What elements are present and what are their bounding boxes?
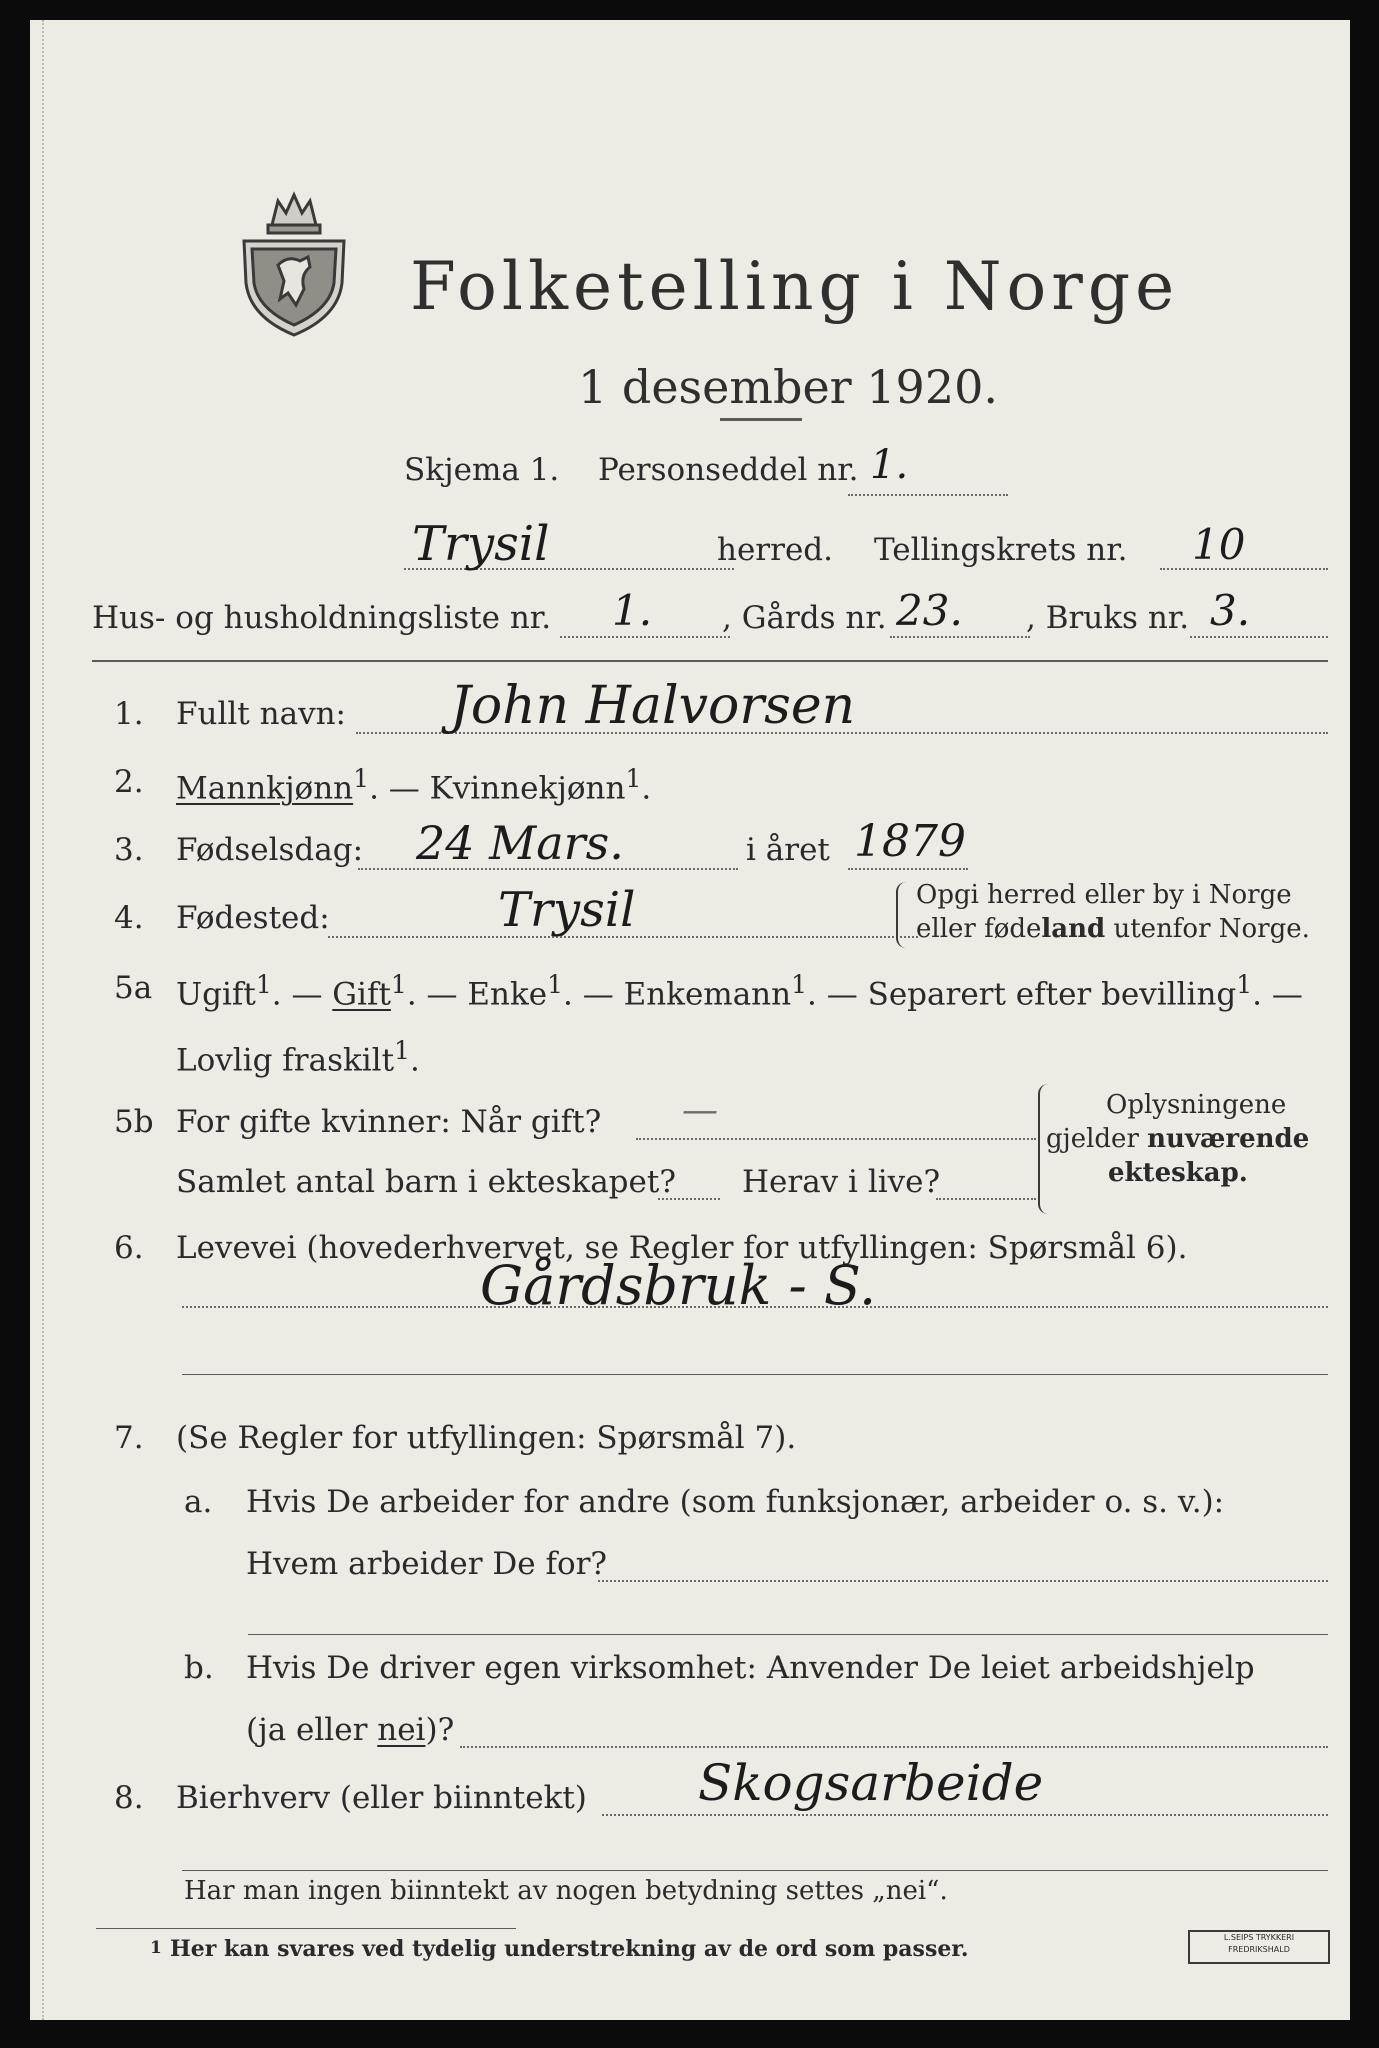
gards-value[interactable]: 23. [896, 586, 963, 635]
occupation-line-2 [182, 1374, 1328, 1375]
q3-number: 3. [114, 832, 144, 868]
married-option[interactable]: Gift [332, 976, 391, 1013]
birthdate-value[interactable]: 24 Mars. [416, 816, 624, 870]
children-alive-line [936, 1198, 1036, 1200]
schema-label: Skjema 1. [404, 452, 560, 488]
hired-help-question: (ja eller nei)? [246, 1712, 455, 1748]
children-alive-label: Herav i live? [742, 1164, 941, 1200]
bruks-label: , Bruks nr. [1026, 600, 1190, 636]
side-income-line [602, 1814, 1328, 1816]
hus-label: Hus- og husholdningsliste nr. [92, 600, 552, 636]
q1-number: 1. [114, 696, 144, 732]
side-income-line-2 [182, 1870, 1328, 1871]
printer-mark: L.SEIPS TRYKKERI FREDRIKSHALD [1188, 1930, 1330, 1964]
herred-value[interactable]: Trysil [412, 516, 550, 572]
male-option[interactable]: Mannkjønn [176, 770, 354, 807]
year-label: i året [746, 832, 830, 868]
divorced-line: Lovlig fraskilt$^1$. [176, 1036, 420, 1079]
gards-label: , Gårds nr. [722, 600, 887, 636]
form-title: Folketelling i Norge [410, 248, 1180, 325]
birthplace-note-brace [896, 882, 906, 948]
q2-number: 2. [114, 764, 144, 800]
header-rule [92, 660, 1328, 662]
q7b-letter: b. [184, 1650, 214, 1686]
herred-label: herred. [717, 532, 833, 568]
hus-value[interactable]: 1. [612, 586, 653, 635]
year-line [848, 868, 968, 870]
bruks-value[interactable]: 3. [1210, 586, 1251, 635]
hus-line [560, 636, 730, 638]
occupation-label: Levevei (hovederhvervet, se Regler for utfyllingen: Spørsmål 6). [176, 1230, 1188, 1266]
birthplace-note-2: eller fødeland utenfor Norge. [916, 914, 1310, 944]
gards-line [890, 636, 1030, 638]
birthplace-label: Fødested: [176, 900, 330, 936]
birthdate-label: Fødselsdag: [176, 832, 364, 868]
birth-year-value[interactable]: 1879 [854, 816, 966, 867]
employer-line[interactable] [598, 1580, 1328, 1582]
marriage-note-1: Oplysningene [1106, 1090, 1287, 1120]
tellingskrets-label: Tellingskrets nr. [874, 532, 1128, 568]
when-married-value[interactable]: — [682, 1090, 718, 1131]
widow-option[interactable]: Enke [467, 976, 548, 1013]
q7-number: 7. [114, 1420, 144, 1456]
separated-option[interactable]: Separert efter bevilling [867, 976, 1237, 1013]
marriage-note-3: ekteskap. [1108, 1158, 1248, 1188]
birthplace-note-1: Opgi herred eller by i Norge [916, 880, 1292, 910]
q7b-text: Hvis De driver egen virksomhet: Anvender De leiet arbeidshjelp [246, 1650, 1255, 1686]
footnote-text: Her kan svares ved tydelig understrekning av de ord som passer. [170, 1936, 969, 1962]
personseddel-label: Personseddel nr. [598, 452, 859, 488]
census-date: 1 desember 1920. [578, 360, 998, 414]
q5a-number: 5a [114, 970, 153, 1006]
q7-label: (Se Regler for utfyllingen: Spørsmål 7). [176, 1420, 797, 1456]
birthplace-value[interactable]: Trysil [498, 882, 636, 938]
coat-of-arms-icon [238, 185, 350, 337]
marriage-note-2: gjelder nuværende [1046, 1124, 1310, 1154]
employer-label: Hvem arbeider De for? [246, 1546, 608, 1582]
personseddel-value[interactable]: 1. [870, 442, 909, 488]
children-count-label: Samlet antal barn i ekteskapet? [176, 1164, 676, 1200]
side-income-note: Har man ingen biinntekt av nogen betydning settes „nei“. [184, 1876, 948, 1906]
hired-help-line[interactable] [460, 1746, 1328, 1748]
q5b-number: 5b [114, 1104, 154, 1140]
title-rule [720, 418, 802, 421]
side-income-value[interactable]: Skogsarbeide [698, 1754, 1044, 1812]
q7a-letter: a. [184, 1484, 213, 1520]
no-option[interactable]: nei [377, 1712, 426, 1748]
full-name-label: Fullt navn: [176, 696, 346, 732]
occupation-value[interactable]: Gårdsbruk - S. [480, 1254, 877, 1317]
tellingskrets-value[interactable]: 10 [1192, 520, 1246, 569]
children-count-line [658, 1198, 720, 1200]
footnote-mark: 1 [150, 1938, 162, 1958]
when-married-line [636, 1138, 1036, 1140]
q8-number: 8. [114, 1780, 144, 1816]
bruks-line [1190, 636, 1328, 638]
full-name-value[interactable]: John Halvorsen [450, 676, 856, 736]
q6-number: 6. [114, 1230, 144, 1266]
female-option[interactable]: Kvinnekjønn [429, 770, 626, 807]
when-married-label: For gifte kvinner: Når gift? [176, 1104, 602, 1140]
q7a-text: Hvis De arbeider for andre (som funksjonær, arbeider o. s. v.): [246, 1484, 1225, 1520]
widower-option[interactable]: Enkemann [623, 976, 792, 1013]
footnote-rule [96, 1928, 516, 1929]
divorced-option[interactable]: Lovlig fraskilt [176, 1042, 395, 1079]
employer-line-2 [248, 1634, 1328, 1635]
q4-number: 4. [114, 900, 144, 936]
unmarried-option[interactable]: Ugift [176, 976, 256, 1013]
marital-status-options: Ugift$^1$. — Gift$^1$. — Enke$^1$. — Enkemann$^1$. — Separert efter bevilling$^1$. — [176, 970, 1303, 1013]
gender-options: Mannkjønn$^1$. — Kvinnekjønn$^1$. [176, 764, 652, 807]
personseddel-line [848, 494, 1008, 496]
census-form [30, 20, 1350, 2020]
side-income-label: Bierhverv (eller biinntekt) [176, 1780, 587, 1816]
